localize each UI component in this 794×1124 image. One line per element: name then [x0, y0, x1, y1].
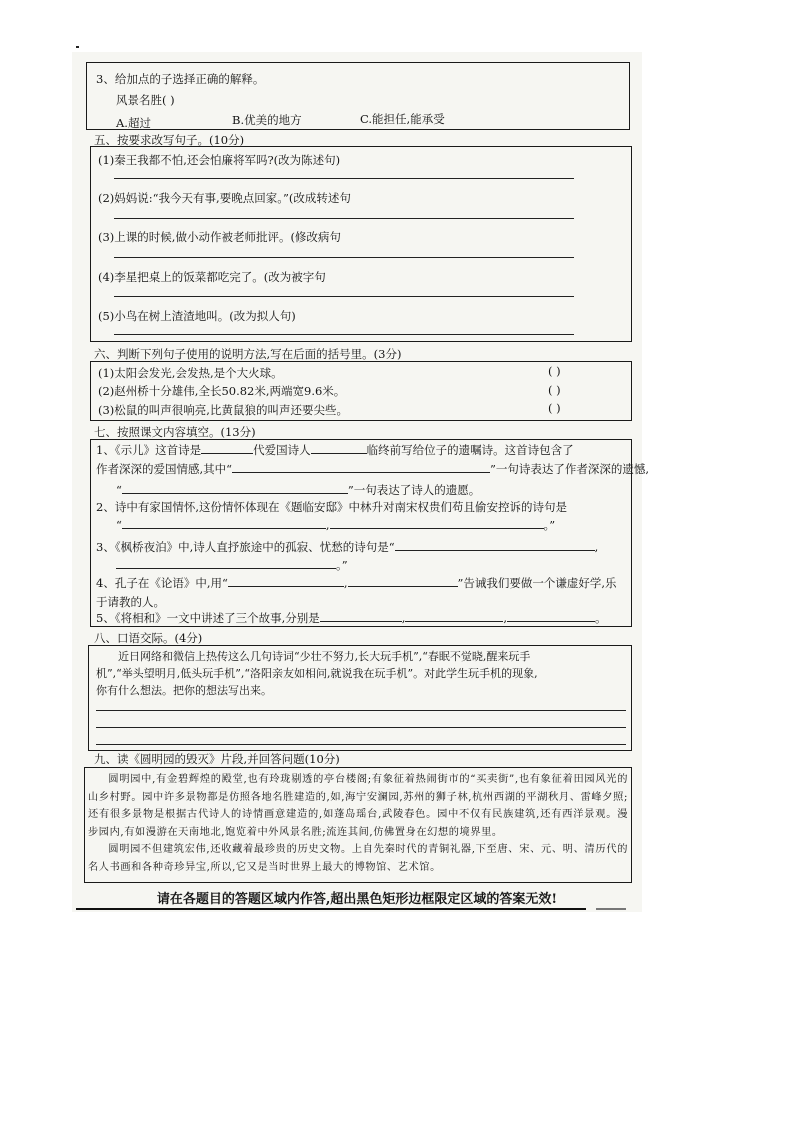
answer-line[interactable] — [114, 218, 574, 219]
q6-paren-2[interactable]: ( ) — [548, 383, 561, 397]
q5-heading: 五、按要求改写句子。(10分) — [94, 133, 245, 147]
answer-line[interactable] — [114, 296, 574, 297]
q6-item-2: (2)赵州桥十分雄伟,全长50.82米,两端宽9.6米。 — [98, 384, 346, 398]
q7-text: 作者深深的爱国情感,其中“ — [96, 462, 233, 476]
q7-text: , — [343, 576, 348, 590]
fill-blank[interactable] — [232, 472, 490, 473]
q7-text: 1、《示儿》这首诗是 — [96, 443, 202, 457]
q5-item-1: (1)秦王我都不怕,还会怕廉将军吗?(改为陈述句) — [98, 153, 341, 167]
q5-item-2: (2)妈妈说:“我今天有事,要晚点回家。”(改成转述句 — [98, 191, 351, 205]
q7-text: 5、《将相和》一文中讲述了三个故事,分别是 — [96, 611, 320, 625]
q9-heading: 九、读《圆明园的毁灭》片段,并回答问题(10分) — [94, 752, 340, 766]
answer-line[interactable] — [96, 710, 626, 711]
q6-item-3: (3)松鼠的叫声很响亮,比黄鼠狼的叫声还要尖些。 — [98, 403, 348, 417]
fill-blank[interactable] — [405, 621, 503, 622]
q9-paragraph-2: 圆明园不但建筑宏伟,还收藏着最珍贵的历史文物。上自先秦时代的青铜礼器,下至唐、宋、元、明、清历代的名人书画和各种奇珍异宝,所以,它又是当时世界上最大的博物馆、艺术馆。 — [88, 844, 628, 873]
q7-text: 。” — [543, 518, 556, 532]
q7-heading: 七、按照课文内容填空。(13分) — [94, 425, 256, 439]
q5-item-5: (5)小鸟在树上渣渣地叫。(改为拟人句) — [98, 309, 296, 323]
q7-text: ”一句表达了诗人的遗愿。 — [347, 483, 481, 497]
q8-heading: 八、口语交际。(4分) — [94, 631, 203, 645]
q7-text: “ — [116, 518, 122, 532]
q7-text: 。” — [336, 558, 348, 572]
q3-item: 风景名胜( ) — [116, 93, 175, 107]
answer-line[interactable] — [114, 334, 574, 335]
q7-text: , — [401, 611, 406, 625]
fill-blank[interactable] — [348, 586, 458, 587]
q7-line-6 — [96, 540, 598, 554]
q7-line-5 — [116, 518, 555, 532]
q7-text: , — [503, 611, 508, 625]
q5-item-4: (4)李星把桌上的饭菜都吃完了。(改为被字句 — [98, 270, 326, 284]
q7-text: 临终前写给位子的遗嘱诗。这首诗包含了 — [366, 443, 574, 457]
q9-paragraph-1: 圆明园中,有金碧辉煌的殿堂,也有玲珑剔透的亭台楼阁;有象征着热闹街市的“买卖街”,也有象征着田园风光的山乡村野。园中许多景物都是仿照各地名胜建造的,如,海宁安澜园,苏州的狮子林,杭州西湖的平湖秋月、雷峰夕照;还有很多景物是根据古代诗人的诗情画意建造的,如蓬岛瑶台,武陵春色。园中不仅有民族建筑,还有西洋景观。漫步园内,有如漫游在天南地北,饱览着中外风景名胜;流连其间,仿佛置身在幻想的境界里。 — [88, 774, 628, 838]
footer-notice: 请在各题目的答题区域内作答,超出黑色矩形边框限定区域的答案无效! — [156, 892, 558, 907]
q6-paren-3[interactable]: ( ) — [548, 401, 561, 415]
answer-line[interactable] — [114, 178, 574, 179]
fill-blank[interactable] — [311, 453, 367, 454]
q3-option-b: B.优美的地方 — [232, 113, 302, 127]
fill-blank[interactable] — [320, 621, 402, 622]
q6-item-1: (1)太阳会发光,会发热,是个大火球。 — [98, 366, 283, 380]
bottom-border — [76, 908, 586, 910]
q6-heading: 六、判断下列句子使用的说明方法,写在后面的括号里。(3分) — [94, 347, 402, 361]
q7-line-7 — [116, 558, 348, 572]
q7-line-8 — [96, 576, 617, 590]
q3-option-c: C.能担任,能承受 — [360, 112, 445, 126]
q7-text: 3、《枫桥夜泊》中,诗人直抒旅途中的孤寂、忧愁的诗句是“ — [96, 540, 395, 554]
q7-text: , — [594, 540, 599, 554]
q7-line-1 — [96, 443, 574, 457]
q6-paren-1[interactable]: ( ) — [548, 364, 561, 378]
fill-blank[interactable] — [122, 528, 326, 529]
scan-mark — [76, 46, 79, 48]
q7-text: , — [325, 518, 330, 532]
q8-text-1: 近日网络和微信上热传这么几句诗词“少壮不努力,长大玩手机”,“春眠不觉晓,醒来玩手 — [118, 650, 531, 663]
q7-line-4: 2、诗中有家国情怀,这份情怀体现在《题临安邸》中林升对南宋权贵们苟且偷安控诉的诗句是 — [96, 500, 567, 514]
q8-text-2: 机”,“举头望明月,低头玩手机”,“洛阳亲友如相问,就说我在玩手机”。对此学生玩手机的现象, — [96, 667, 538, 680]
q7-line-3 — [116, 483, 480, 497]
q7-text: 。 — [595, 611, 607, 625]
q8-text-3: 你有什么想法。把你的想法写出来。 — [96, 684, 272, 697]
q7-text: ”告诫我们要做一个谦虚好学,乐 — [457, 576, 617, 590]
q7-text: 代爱国诗人 — [253, 443, 311, 457]
answer-line[interactable] — [96, 744, 626, 745]
q7-line-9: 于请教的人。 — [96, 595, 165, 609]
fill-blank[interactable] — [228, 586, 344, 587]
q9-passage — [88, 771, 628, 876]
answer-line[interactable] — [114, 257, 574, 258]
q7-text: 4、孔子在《论语》中,用“ — [96, 576, 228, 590]
q3-option-a: A.超过 — [116, 116, 151, 130]
q7-text: ”一句诗表达了作者深深的遗憾, — [490, 462, 650, 476]
answer-line[interactable] — [96, 727, 626, 728]
fill-blank[interactable] — [122, 493, 348, 494]
fill-blank[interactable] — [201, 453, 253, 454]
fill-blank[interactable] — [395, 550, 595, 551]
bottom-border-end — [596, 908, 626, 910]
q7-line-2 — [96, 462, 649, 476]
fill-blank[interactable] — [116, 568, 336, 569]
q3-title: 3、给加点的子选择正确的解释。 — [96, 72, 265, 86]
q7-text: “ — [116, 483, 122, 497]
q7-line-10 — [96, 611, 607, 625]
fill-blank[interactable] — [507, 621, 595, 622]
fill-blank[interactable] — [330, 528, 544, 529]
q5-item-3: (3)上课的时候,做小动作被老师批评。(修改病句 — [98, 230, 341, 244]
